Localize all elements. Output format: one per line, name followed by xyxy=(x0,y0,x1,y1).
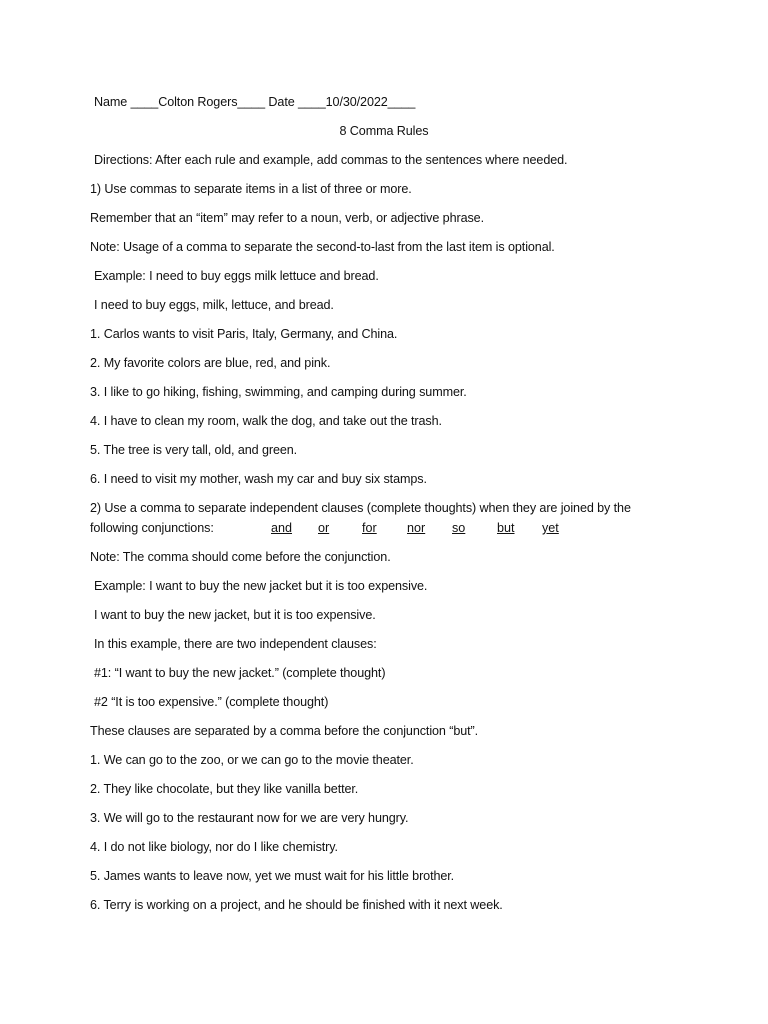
conjunction-but: but xyxy=(497,521,515,535)
rule1-example: Example: I need to buy eggs milk lettuce and bread. xyxy=(94,269,379,283)
rule2-item: 1. We can go to the zoo, or we can go to the movie theater. xyxy=(90,753,414,767)
rule1-item: 2. My favorite colors are blue, red, and pink. xyxy=(90,356,331,370)
rule1-item: 1. Carlos wants to visit Paris, Italy, Germany, and China. xyxy=(90,327,398,341)
rule2-example: Example: I want to buy the new jacket but it is too expensive. xyxy=(94,579,428,593)
directions: Directions: After each rule and example, add commas to the sentences where needed. xyxy=(94,153,568,167)
rule1-item: 3. I like to go hiking, fishing, swimming, and camping during summer. xyxy=(90,385,467,399)
conjunction-yet: yet xyxy=(542,521,559,535)
rule2-example-fixed: I want to buy the new jacket, but it is too expensive. xyxy=(94,608,376,622)
rule2-item: 3. We will go to the restaurant now for we are very hungry. xyxy=(90,811,409,825)
rule1-example-fixed: I need to buy eggs, milk, lettuce, and bread. xyxy=(94,298,334,312)
conjunction-or: or xyxy=(318,521,330,535)
rule1-item: 4. I have to clean my room, walk the dog, and take out the trash. xyxy=(90,414,442,428)
conjunction-and: and xyxy=(271,521,293,535)
page-title: 8 Comma Rules xyxy=(339,124,429,138)
rule1-remember: Remember that an “item” may refer to a noun, verb, or adjective phrase. xyxy=(90,211,484,225)
rule1-item: 6. I need to visit my mother, wash my car and buy six stamps. xyxy=(90,472,427,486)
rule2-summary: These clauses are separated by a comma before the conjunction “but”. xyxy=(90,724,479,738)
rule1-note: Note: Usage of a comma to separate the second-to-last from the last item is optional. xyxy=(90,240,555,254)
rule1-heading: 1) Use commas to separate items in a list of three or more. xyxy=(90,182,412,196)
rule2-clause1: #1: “I want to buy the new jacket.” (complete thought) xyxy=(94,666,386,680)
rule2-clause2: #2 “It is too expensive.” (complete thought) xyxy=(94,695,329,709)
rule2-heading-line2: following conjunctions: xyxy=(90,521,214,535)
rule2-item: 2. They like chocolate, but they like vanilla better. xyxy=(90,782,359,796)
rule2-note: Note: The comma should come before the conjunction. xyxy=(90,550,391,564)
rule2-heading-line1: 2) Use a comma to separate independent clauses (complete thoughts) when they are joined by the xyxy=(90,501,631,515)
rule2-item: 4. I do not like biology, nor do I like chemistry. xyxy=(90,840,338,854)
conjunction-so: so xyxy=(452,521,466,535)
rule2-item: 5. James wants to leave now, yet we must wait for his little brother. xyxy=(90,869,455,883)
conjunction-nor: nor xyxy=(407,521,426,535)
rule1-item: 5. The tree is very tall, old, and green. xyxy=(90,443,298,457)
name-date-line: Name ____Colton Rogers____ Date ____10/30/2022____ xyxy=(94,95,416,109)
rule2-explain: In this example, there are two independent clauses: xyxy=(94,637,377,651)
conjunction-for: for xyxy=(362,521,377,535)
rule2-item: 6. Terry is working on a project, and he should be finished with it next week. xyxy=(90,898,503,912)
